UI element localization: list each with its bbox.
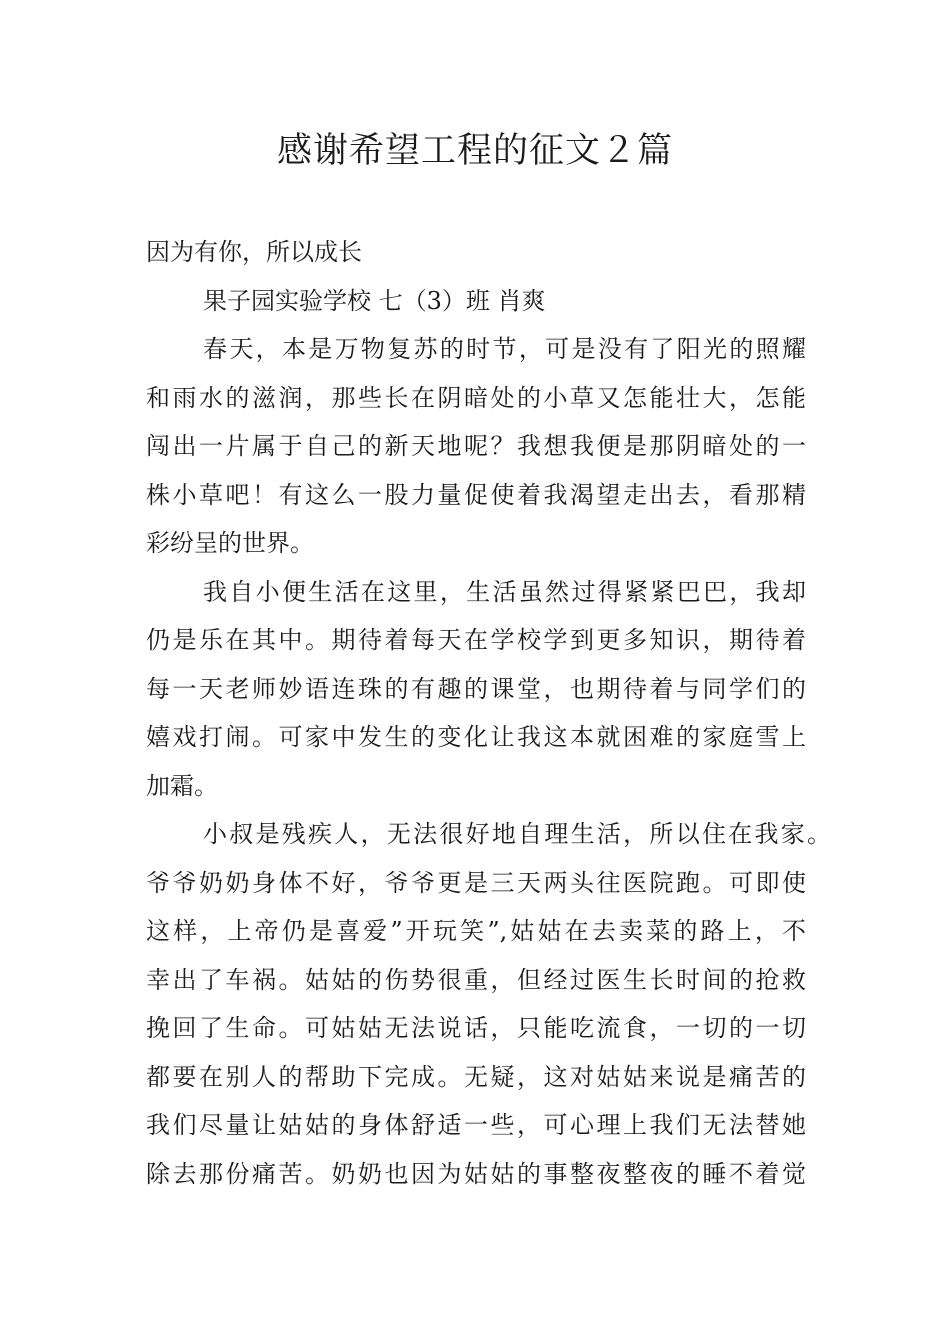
paragraph-line: 我自小便生活在这里，生活虽然过得紧紧巴巴，我却 <box>203 577 806 606</box>
document-title: 感谢希望工程的征文２篇 <box>276 131 673 171</box>
paragraph-line: 都要在别人的帮助下完成。无疑，这对姑姑来说是痛苦的 <box>146 1062 806 1091</box>
paragraph-line: 嬉戏打闹。可家中发生的变化让我这本就困难的家庭雪上 <box>146 723 806 751</box>
paragraph-1 <box>146 325 836 568</box>
paragraph-3 <box>146 810 836 1198</box>
paragraph-line: 彩纷呈的世界。 <box>146 529 314 557</box>
paragraph-2 <box>146 568 836 811</box>
paragraph-line: 株小草吧！有这么一股力量促使着我渴望走出去，看那精 <box>146 480 806 509</box>
paragraph-line: 每一天老师妙语连珠的有趣的课堂，也期待着与同学们的 <box>146 674 806 703</box>
document-body <box>146 228 836 1198</box>
paragraph-line: 和雨水的滋润，那些长在阴暗处的小草又怎能壮大，怎能 <box>146 383 806 412</box>
paragraph-line: 除去那份痛苦。奶奶也因为姑姑的事整夜整夜的睡不着觉 <box>146 1159 806 1188</box>
paragraph-line: 小叔是残疾人，无法很好地自理生活，所以住在我家。 <box>203 820 831 848</box>
paragraph-line: 加霜。 <box>146 771 218 800</box>
paragraph-line: 这样，上帝仍是喜爱”开玩笑”,姑姑在去卖菜的路上，不 <box>146 917 806 945</box>
author-line: 果子园实验学校 七（3）班 肖爽 <box>203 286 546 315</box>
paragraph-line: 爷爷奶奶身体不好，爷爷更是三天两头往医院跑。可即使 <box>146 868 806 897</box>
paragraph-line: 春天，本是万物复苏的时节，可是没有了阳光的照耀 <box>203 335 806 363</box>
paragraph-line: 闯出一片属于自己的新天地呢？我想我便是那阴暗处的一 <box>146 432 806 460</box>
paragraph-line: 我们尽量让姑姑的身体舒适一些，可心理上我们无法替她 <box>146 1111 806 1139</box>
paragraph-line: 幸出了车祸。姑姑的伤势很重，但经过医生长时间的抢救 <box>146 965 806 994</box>
subtitle: 因为有你，所以成长 <box>146 238 362 266</box>
paragraph-line: 仍是乐在其中。期待着每天在学校学到更多知识，期待着 <box>146 626 806 654</box>
paragraph-line: 挽回了生命。可姑姑无法说话，只能吃流食，一切的一切 <box>146 1014 806 1042</box>
